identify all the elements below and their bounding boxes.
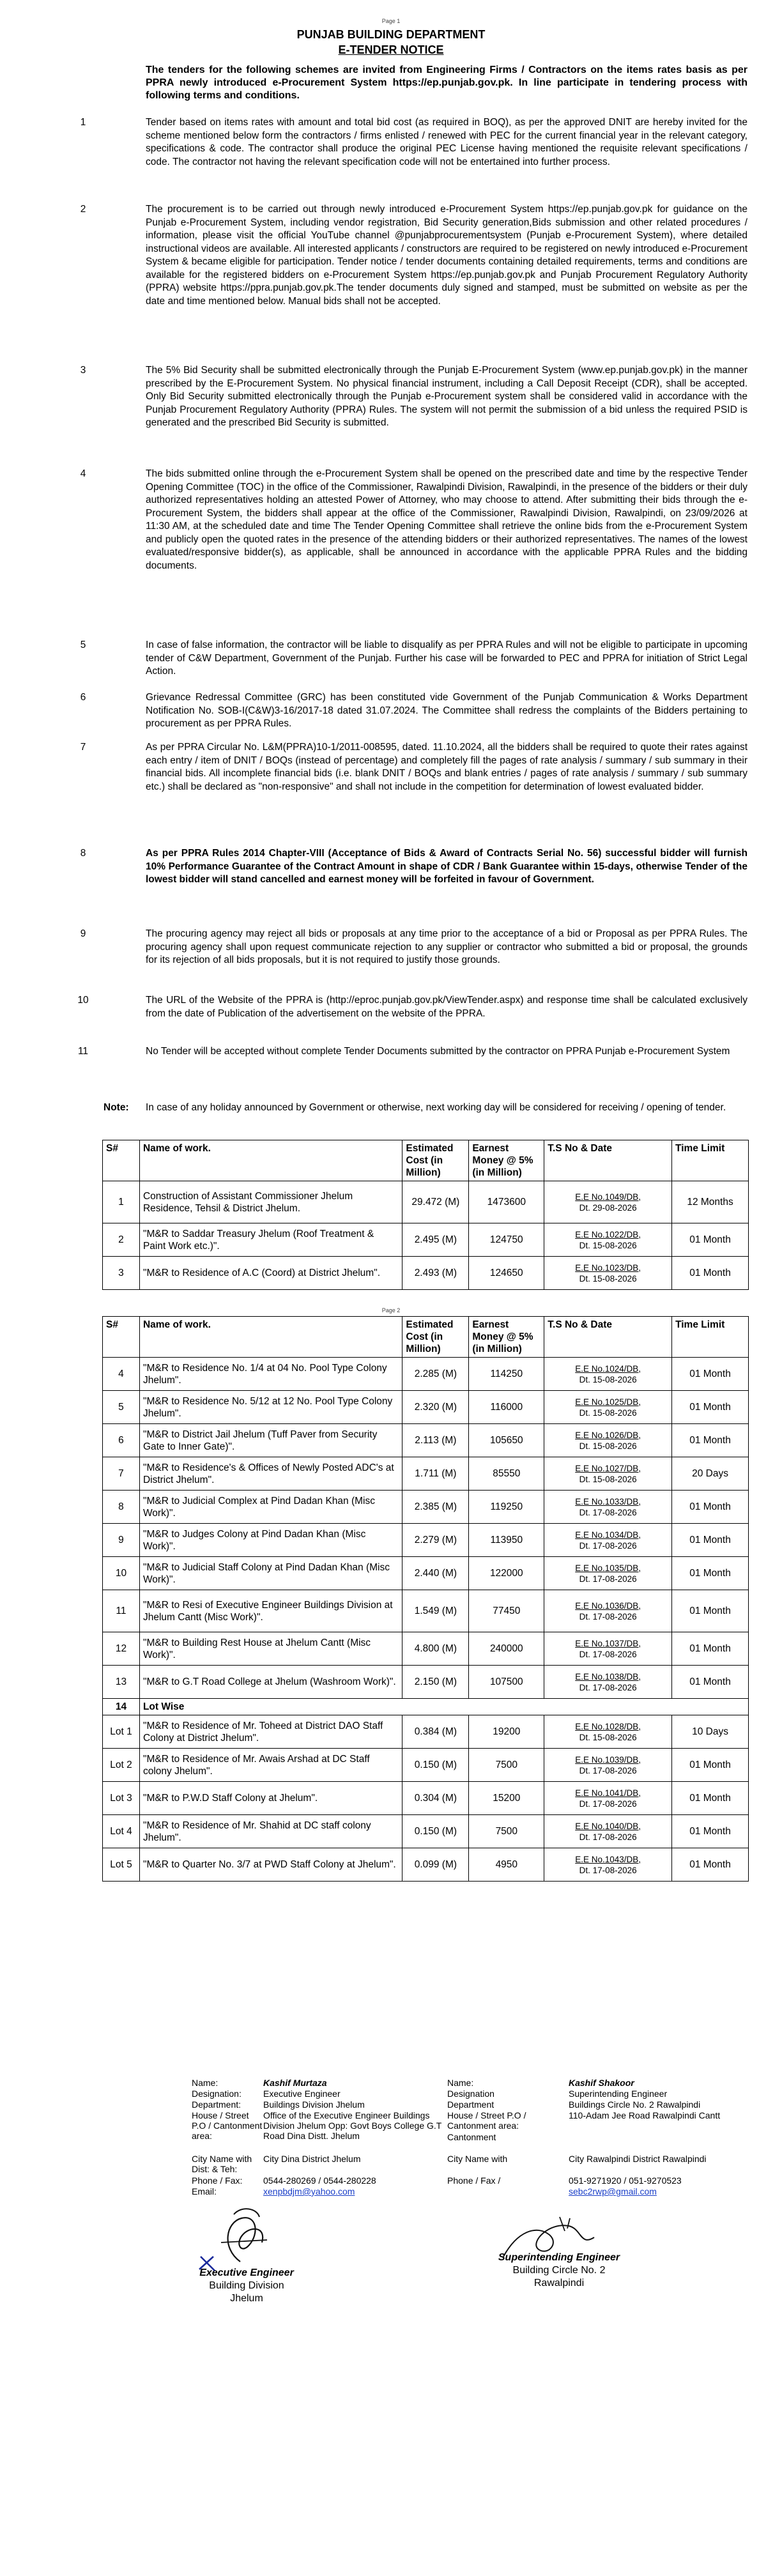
cell-cost: 0.099 (M) — [402, 1848, 469, 1882]
note-label: Note: — [103, 1102, 129, 1113]
cell-ts — [544, 1666, 672, 1699]
label-city: City Name with Dist: & Teh: — [192, 2154, 252, 2174]
cell-ts — [544, 1491, 672, 1524]
table-row — [103, 1666, 749, 1699]
header-earnest: Earnest Money @ 5% (in Million) — [469, 1317, 544, 1358]
cell-time: 01 Month — [672, 1632, 749, 1666]
ts-number: E.E No.1039/DB, — [575, 1754, 641, 1765]
cell-ts — [544, 1848, 672, 1882]
cell-time: 01 Month — [672, 1257, 749, 1290]
cell-sno: Lot 4 — [103, 1815, 140, 1848]
ee-address: Office of the Executive Engineer Buildings Division Jhelum Opp: Govt Boys College G.T Road Dina Distt. Jhelum — [263, 2110, 442, 2141]
label-city-right: City Name with — [447, 2154, 508, 2164]
cell-earnest: 107500 — [469, 1666, 544, 1699]
ts-date: Dt. 17-08-2026 — [579, 1611, 637, 1621]
table-row — [103, 1424, 749, 1457]
cell-earnest: 7500 — [469, 1815, 544, 1848]
notice-title-text: E-TENDER NOTICE — [338, 43, 444, 56]
cell-earnest: 116000 — [469, 1391, 544, 1424]
ts-number: E.E No.1033/DB, — [575, 1496, 641, 1506]
ts-date: Dt. 15-08-2026 — [579, 1407, 637, 1418]
page-number: Page 1 — [381, 18, 401, 24]
header-ts: T.S No & Date — [544, 1317, 672, 1358]
cell-time: 01 Month — [672, 1815, 749, 1848]
cell-ts — [544, 1524, 672, 1557]
ts-number: E.E No.1034/DB, — [575, 1529, 641, 1540]
clause — [64, 847, 747, 887]
clause-number: 9 — [80, 928, 86, 939]
ts-date: Dt. 29-08-2026 — [579, 1202, 637, 1213]
cell-cost: 0.384 (M) — [402, 1715, 469, 1749]
ee-signature-line2: Jhelum — [230, 2293, 263, 2304]
cell-name: "M&R to Saddar Treasury Jhelum (Roof Treatment & Paint Work etc.)". — [139, 1223, 402, 1257]
ee-email-link[interactable]: xenpbdjm@yahoo.com — [263, 2186, 355, 2196]
ts-number: E.E No.1035/DB, — [575, 1563, 641, 1573]
cell-cost: 2.285 (M) — [402, 1358, 469, 1391]
se-signature-line1: Building Circle No. 2 — [512, 2265, 606, 2276]
cell-earnest: 124750 — [469, 1223, 544, 1257]
cell-ts — [544, 1715, 672, 1749]
note-text: In case of any holiday announced by Government or otherwise, next working day will be considered for receiving / opening of tender. — [146, 1102, 726, 1113]
cell-sno: 9 — [103, 1524, 140, 1557]
cell-sno: 11 — [103, 1590, 140, 1632]
cell-time: 10 Days — [672, 1715, 749, 1749]
cell-earnest: 1473600 — [469, 1181, 544, 1223]
clause-number: 6 — [80, 692, 86, 703]
ts-number: E.E No.1036/DB, — [575, 1600, 641, 1611]
cell-ts — [544, 1815, 672, 1848]
se-city: City Rawalpindi District Rawalpindi — [569, 2154, 707, 2164]
cell-time: 01 Month — [672, 1424, 749, 1457]
table-row — [103, 1848, 749, 1882]
se-phone: 051-9271920 / 051-9270523 — [569, 2175, 682, 2186]
cell-name: "M&R to Judges Colony at Pind Dadan Khan (Misc Work)". — [139, 1524, 402, 1557]
cell-cost: 1.711 (M) — [402, 1457, 469, 1491]
ts-date: Dt. 17-08-2026 — [579, 1865, 637, 1875]
cell-name: "M&R to Judicial Complex at Pind Dadan Khan (Misc Work)". — [139, 1491, 402, 1524]
cell-sno: Lot 1 — [103, 1715, 140, 1749]
label-house: House / Street P.O / Cantonment area: — [192, 2110, 263, 2141]
table-row — [103, 1391, 749, 1424]
cell-cost: 0.150 (M) — [402, 1749, 469, 1782]
clause-number: 10 — [77, 995, 89, 1006]
se-signature-line2: Rawalpindi — [533, 2278, 585, 2288]
cell-sno: Lot 5 — [103, 1848, 140, 1882]
header-name: Name of work. — [139, 1140, 402, 1181]
cell-sno: Lot 3 — [103, 1782, 140, 1815]
cell-ts — [544, 1223, 672, 1257]
cell-earnest: 7500 — [469, 1749, 544, 1782]
cell-sno: 5 — [103, 1391, 140, 1424]
cell-name: "M&R to Resi of Executive Engineer Buildings Division at Jhelum Cantt (Misc Work)". — [139, 1590, 402, 1632]
table-row — [103, 1782, 749, 1815]
ts-date: Dt. 15-08-2026 — [579, 1474, 637, 1484]
ts-number: E.E No.1038/DB, — [575, 1671, 641, 1682]
cell-sno: 6 — [103, 1424, 140, 1457]
ee-signature-title: Executive Engineer — [199, 2267, 294, 2278]
label-department-right: Department — [447, 2099, 494, 2110]
ts-date: Dt. 17-08-2026 — [579, 1798, 637, 1809]
label-designation-right: Designation — [447, 2089, 494, 2099]
clause-number: 11 — [77, 1046, 89, 1057]
cell-sno: 13 — [103, 1666, 140, 1699]
notice-title — [0, 43, 782, 57]
clause-text: Grievance Redressal Committee (GRC) has been constituted vide Government of the Punjab Communication & Works Department Notification No. SOB-I(C&W)3-16/2017-18 dated 31.07.2024. The Committee shall redress the complaints of the Bidders pertaining to procurement as per PPRA Rules. — [146, 692, 747, 729]
table-row — [103, 1223, 749, 1257]
clause-number: 1 — [80, 117, 86, 128]
se-name: Kashif Shakoor — [569, 2078, 634, 2088]
clause — [64, 1045, 747, 1059]
cell-ts — [544, 1457, 672, 1491]
table-row — [103, 1715, 749, 1749]
cell-ts — [544, 1391, 672, 1424]
table-row — [103, 1181, 749, 1223]
cell-earnest: 19200 — [469, 1715, 544, 1749]
ee-designation: Executive Engineer — [263, 2089, 341, 2099]
ts-number: E.E No.1027/DB, — [575, 1463, 641, 1473]
ts-date: Dt. 17-08-2026 — [579, 1649, 637, 1659]
cell-time: 01 Month — [672, 1848, 749, 1882]
cell-ts — [544, 1749, 672, 1782]
table-row — [103, 1257, 749, 1290]
cell-earnest: 105650 — [469, 1424, 544, 1457]
header-cost: Estimated Cost (in Million) — [402, 1140, 469, 1181]
se-signature-title: Superintending Engineer — [498, 2252, 620, 2263]
clause — [64, 468, 747, 572]
cell-time: 01 Month — [672, 1666, 749, 1699]
ts-number: E.E No.1022/DB, — [575, 1229, 641, 1239]
cell-earnest: 114250 — [469, 1358, 544, 1391]
clause-number: 8 — [80, 848, 86, 859]
label-house-right: House / Street P.O / Cantonment area: — [447, 2110, 526, 2131]
se-signature-block — [486, 2251, 632, 2290]
page-number: Page 2 — [381, 1307, 401, 1314]
cell-cost: 29.472 (M) — [402, 1181, 469, 1223]
header-cost: Estimated Cost (in Million) — [402, 1317, 469, 1358]
cell-name: "M&R to Judicial Staff Colony at Pind Dadan Khan (Misc Work)". — [139, 1557, 402, 1590]
clause-text: The procurement is to be carried out through newly introduced e-Procurement System https://ep.punjab.gov.pk for guidance on the Punjab e-Procurement System, including vendor registration, Bid Security generation,Bids submission and other related procedures / information, please visit the official YouTube channel @punjabprocurementsystem (Punjab e-Procurement System), where detailed instructional videos are available. All interested applicants / constructors are required to be registered on newly introduced e-Procurement System & became eligible for participation. Tender notice / tender documents containing detailed requirements, terms and conditions are available for the registered bidders on e-Procurement System https://ep.punjab.gov.pk and Punjab Procurement Regulatory Authority (PPRA) website https://ppra.punjab.gov.pk.The tender documents duly signed and stamped, must be submitted on website as per the date and time mentioned below. Manual bids shall not be accepted. — [146, 204, 747, 307]
label-department: Department: — [192, 2099, 241, 2110]
cell-sno: 1 — [103, 1181, 140, 1223]
ts-number: E.E No.1023/DB, — [575, 1262, 641, 1273]
ts-number: E.E No.1025/DB, — [575, 1397, 641, 1407]
ts-date: Dt. 17-08-2026 — [579, 1540, 637, 1551]
ts-number: E.E No.1040/DB, — [575, 1821, 641, 1831]
cell-name: "M&R to Residence of Mr. Toheed at District DAO Staff Colony at District Jhelum". — [139, 1715, 402, 1749]
ts-date: Dt. 15-08-2026 — [579, 1374, 637, 1384]
clause-text: No Tender will be accepted without complete Tender Documents submitted by the contractor on PPRA Punjab e-Procurement System — [146, 1046, 730, 1057]
clause-number: 5 — [80, 640, 86, 650]
table-row — [103, 1457, 749, 1491]
clause-text: In case of false information, the contractor will be liable to disqualify as per PPRA Rules and will not be eligible to participate in upcoming tender of C&W Department, Government of the Punjab. Further his case will be forwarded to PEC and PPRA for initiation of Strict Legal Action. — [146, 640, 747, 677]
cell-earnest: 4950 — [469, 1848, 544, 1882]
clause-text: Tender based on items rates with amount and total bid cost (as required in BOQ), as per the approved DNIT are hereby invited for the scheme mentioned below form the contractors / firms enlisted / renewed with PEC for the current financial year in the relevant category, specifications & code. The contractor shall produce the original PEC License having mentioned the requisite relevant specifications / code. The contractor not having the relevant specification code will not be entertained into further process. — [146, 117, 747, 167]
label-name: Name: — [192, 2078, 218, 2088]
clause — [64, 364, 747, 430]
cell-cost: 2.440 (M) — [402, 1557, 469, 1590]
ts-date: Dt. 17-08-2026 — [579, 1507, 637, 1517]
cell-earnest: 113950 — [469, 1524, 544, 1557]
table-row — [103, 1557, 749, 1590]
works-table-body — [103, 1358, 749, 1882]
intro-paragraph: The tenders for the following schemes are invited from Engineering Firms / Contractors on the items rates basis as per PPRA newly introduced e-Procurement System https://ep.punjab.gov.pk. In line participate in tendering process with following terms and conditions. — [146, 65, 747, 101]
ts-number: E.E No.1028/DB, — [575, 1721, 641, 1731]
table-row — [103, 1590, 749, 1632]
department-title: PUNJAB BUILDING DEPARTMENT — [296, 28, 486, 41]
cell-cost: 4.800 (M) — [402, 1632, 469, 1666]
label-phone: Phone / Fax: — [192, 2175, 243, 2186]
note — [103, 1101, 747, 1115]
cell-time: 01 Month — [672, 1524, 749, 1557]
cell-name: "M&R to Residence of Mr. Awais Arshad at DC Staff colony Jhelum". — [139, 1749, 402, 1782]
cell-earnest: 240000 — [469, 1632, 544, 1666]
cell-sno: 4 — [103, 1358, 140, 1391]
table-row — [103, 1358, 749, 1391]
label-name-right: Name: — [447, 2078, 474, 2088]
ee-signature-mark — [195, 2203, 285, 2273]
cell-name: "M&R to G.T Road College at Jhelum (Washroom Work)". — [139, 1666, 402, 1699]
lot-wise-label: Lot Wise — [139, 1699, 748, 1715]
cell-time: 01 Month — [672, 1223, 749, 1257]
clause-text: The bids submitted online through the e-Procurement System shall be opened on the prescribed date and time by the respective Tender Opening Committee (TOC) in the office of the Commissioner, Rawalpindi Division, Rawalpindi, in the presence of the bidders or their duly authorized representatives holding an attested Power of Attorney, who may choose to attend. After submitting their bids through the e-Procurement System, the bidders shall appear at the office of the Commissioner, Rawalpindi Division, Rawalpindi, on 23/09/2026 at 11:30 AM, at the scheduled date and time The Tender Opening Committee shall retrieve the online bids from the e-Procurement System and publicly open the quoted rates in the presence of the attending bidders or their authorized representatives. The names of the lowest evaluated/responsive bidder(s), as applicable, shall be announced in accordance with the applicable PPRA Rules and the bidding documents. — [146, 468, 747, 571]
table-row — [103, 1632, 749, 1666]
cell-name: "M&R to Quarter No. 3/7 at PWD Staff Colony at Jhelum". — [139, 1848, 402, 1882]
cell-time: 20 Days — [672, 1457, 749, 1491]
label-email: Email: — [192, 2186, 217, 2196]
ee-department: Buildings Division Jhelum — [263, 2099, 365, 2110]
cell-time: 01 Month — [672, 1782, 749, 1815]
se-signature-mark — [498, 2212, 607, 2269]
cell-time: 01 Month — [672, 1557, 749, 1590]
cell-name: "M&R to Residence of Mr. Shahid at DC staff colony Jhelum". — [139, 1815, 402, 1848]
cell-earnest: 77450 — [469, 1590, 544, 1632]
cell-name: "M&R to P.W.D Staff Colony at Jhelum". — [139, 1782, 402, 1815]
cell-cost: 2.320 (M) — [402, 1391, 469, 1424]
cell-ts — [544, 1590, 672, 1632]
clause — [64, 203, 747, 308]
header-time: Time Limit — [672, 1140, 749, 1181]
ts-number: E.E No.1049/DB, — [575, 1192, 641, 1202]
cell-cost: 2.150 (M) — [402, 1666, 469, 1699]
se-address: 110-Adam Jee Road Rawalpindi Cantt — [569, 2110, 721, 2120]
cell-name: "M&R to District Jail Jhelum (Tuff Paver from Security Gate to Inner Gate)". — [139, 1424, 402, 1457]
ts-number: E.E No.1041/DB, — [575, 1788, 641, 1798]
clause-text: The procuring agency may reject all bids or proposals at any time prior to the acceptance of a bid or Proposal as per PPRA Rules. The procuring agency shall upon request communicate rejection to any supplier or contractor who submitted a bid or proposal, the grounds for its rejection of all bids proposals, but it is not required to justify those grounds. — [146, 928, 747, 965]
cell-ts — [544, 1257, 672, 1290]
cell-cost: 2.113 (M) — [402, 1424, 469, 1457]
cell-sno: Lot 2 — [103, 1749, 140, 1782]
cell-sno: 3 — [103, 1257, 140, 1290]
works-table-page-2 — [102, 1316, 749, 1882]
se-email-link[interactable]: sebc2rwp@gmail.com — [569, 2186, 657, 2196]
table-row — [103, 1815, 749, 1848]
se-department: Buildings Circle No. 2 Rawalpindi — [569, 2099, 701, 2110]
cell-earnest: 119250 — [469, 1491, 544, 1524]
cell-cost: 0.150 (M) — [402, 1815, 469, 1848]
ts-date: Dt. 17-08-2026 — [579, 1832, 637, 1842]
clause — [64, 691, 747, 731]
ts-date: Dt. 15-08-2026 — [579, 1441, 637, 1451]
cell-ts — [544, 1632, 672, 1666]
works-table-page-1 — [102, 1140, 749, 1290]
ee-city: City Dina District Jhelum — [263, 2154, 361, 2164]
cell-sno: 10 — [103, 1557, 140, 1590]
table-row — [103, 1524, 749, 1557]
header-earnest: Earnest Money @ 5% (in Million) — [469, 1140, 544, 1181]
clause — [64, 994, 747, 1020]
ts-date: Dt. 17-08-2026 — [579, 1682, 637, 1692]
cell-time: 01 Month — [672, 1491, 749, 1524]
cell-ts — [544, 1424, 672, 1457]
cell-earnest: 122000 — [469, 1557, 544, 1590]
header-sno: S# — [103, 1317, 140, 1358]
ts-date: Dt. 15-08-2026 — [579, 1273, 637, 1284]
cell-name: "M&R to Residence's & Offices of Newly Posted ADC's at District Jhelum". — [139, 1457, 402, 1491]
cell-cost: 0.304 (M) — [402, 1782, 469, 1815]
se-designation: Superintending Engineer — [569, 2089, 668, 2099]
cell-name: "M&R to Building Rest House at Jhelum Cantt (Misc Work)". — [139, 1632, 402, 1666]
header-name: Name of work. — [139, 1317, 402, 1358]
ee-name: Kashif Murtaza — [263, 2078, 327, 2088]
cell-cost: 2.279 (M) — [402, 1524, 469, 1557]
cell-ts — [544, 1181, 672, 1223]
page-2 — [0, 1303, 782, 2576]
cell-sno: 12 — [103, 1632, 140, 1666]
lot-wise-row — [103, 1699, 749, 1715]
ts-date: Dt. 15-08-2026 — [579, 1240, 637, 1250]
table-row — [103, 1491, 749, 1524]
cell-ts — [544, 1358, 672, 1391]
cell-sno: 2 — [103, 1223, 140, 1257]
ts-number: E.E No.1043/DB, — [575, 1854, 641, 1864]
ts-date: Dt. 17-08-2026 — [579, 1574, 637, 1584]
clause-number: 4 — [80, 468, 86, 479]
ts-date: Dt. 17-08-2026 — [579, 1765, 637, 1775]
cell-time: 12 Months — [672, 1181, 749, 1223]
label-phone-right: Phone / Fax / — [447, 2175, 501, 2186]
header-sno: S# — [103, 1140, 140, 1181]
header-time: Time Limit — [672, 1317, 749, 1358]
ts-number: E.E No.1037/DB, — [575, 1638, 641, 1648]
clause — [64, 639, 747, 678]
cell-ts — [544, 1557, 672, 1590]
clause-number: 2 — [80, 204, 86, 215]
cell-time: 01 Month — [672, 1590, 749, 1632]
cell-sno: 7 — [103, 1457, 140, 1491]
cell-name: "M&R to Residence No. 5/12 at 12 No. Pool Type Colony Jhelum". — [139, 1391, 402, 1424]
clause-number: 7 — [80, 742, 86, 753]
cell-sno: 8 — [103, 1491, 140, 1524]
ee-signature-line1: Building Division — [209, 2280, 284, 2291]
cell-ts — [544, 1782, 672, 1815]
header-ts: T.S No & Date — [544, 1140, 672, 1181]
cell-time: 01 Month — [672, 1749, 749, 1782]
cell-name: Construction of Assistant Commissioner Jhelum Residence, Tehsil & District Jhelum. — [139, 1181, 402, 1223]
cell-name: "M&R to Residence No. 1/4 at 04 No. Pool Type Colony Jhelum". — [139, 1358, 402, 1391]
cell-earnest: 124650 — [469, 1257, 544, 1290]
clause — [64, 928, 747, 967]
cell-cost: 1.549 (M) — [402, 1590, 469, 1632]
ts-number: E.E No.1026/DB, — [575, 1430, 641, 1440]
cell-cost: 2.385 (M) — [402, 1491, 469, 1524]
label-designation: Designation: — [192, 2089, 241, 2099]
clause-text: The 5% Bid Security shall be submitted electronically through the Punjab E-Procurement System (www.ep.punjab.gov.pk) in the manner prescribed by the E-Procurement System. No physical financial instrument, including a Call Deposit Receipt (CDR), shall be accepted. Only Bid Security submitted electronically through the Punjab e-Procurement system shall be considered valid in accordance with the Punjab Procurement Regulatory Authority (PPRA) Rules. The system will not permit the submission of a bid unless the required PSID is generated and the prescribed Bid Security is submitted. — [146, 365, 747, 428]
label-cantonment: Cantonment — [447, 2132, 496, 2142]
cell-cost: 2.495 (M) — [402, 1223, 469, 1257]
clause — [64, 116, 747, 169]
cell-name: "M&R to Residence of A.C (Coord) at District Jhelum". — [139, 1257, 402, 1290]
clause-number: 3 — [80, 365, 86, 376]
cell-earnest: 85550 — [469, 1457, 544, 1491]
ee-signature-block — [183, 2267, 310, 2305]
table-row — [103, 1749, 749, 1782]
cell-time: 01 Month — [672, 1358, 749, 1391]
ee-phone: 0544-280269 / 0544-280228 — [263, 2175, 376, 2186]
clause — [64, 741, 747, 793]
ts-number: E.E No.1024/DB, — [575, 1363, 641, 1374]
cell-cost: 2.493 (M) — [402, 1257, 469, 1290]
ts-date: Dt. 15-08-2026 — [579, 1732, 637, 1742]
cell-time: 01 Month — [672, 1391, 749, 1424]
clause-text: As per PPRA Circular No. L&M(PPRA)10-1/2011-008595, dated. 11.10.2024, all the bidders shall be required to quote their rates against each entry / item of DNIT / BOQs (instead of percentage) and completely fill the pages of rate analysis / summary / sub summary in their financial bids. All incomplete financial bids (i.e. blank DNIT / BOQs and blank entries / pages of rate analysis / summary / sub summary etc.) shall be declared as "non-responsive" and shall not include in the competition for determination of lowest evaluated bidder. — [146, 742, 747, 792]
cell-sno: 14 — [103, 1699, 140, 1715]
clause-text: The URL of the Website of the PPRA is (http://eproc.punjab.gov.pk/ViewTender.aspx) and response time shall be calculated exclusively from the date of Publication of the advertisement on the website of the PPRA. — [146, 995, 747, 1019]
cell-earnest: 15200 — [469, 1782, 544, 1815]
clause-text: As per PPRA Rules 2014 Chapter-VIII (Acceptance of Bids & Award of Contracts Serial No. 56) successful bidder will furnish 10% Performance Guarantee of the Contract Amount in shape of CDR / Bank Guarantee within 15-days, otherwise Tender of the lowest bidder will stand cancelled and earnest money will be forfeited in favour of Government. — [146, 848, 747, 885]
